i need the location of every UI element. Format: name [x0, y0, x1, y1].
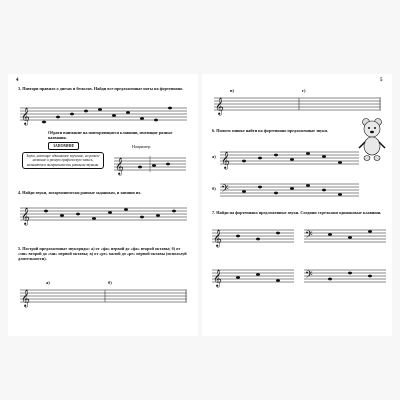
- task3-staff: [12, 100, 192, 126]
- task6-bass-staff: [214, 176, 364, 204]
- right-page-number: 5: [380, 78, 383, 83]
- task3-text: 3. Повтори правило о диезах и бемолях. Найди все предложенные ноты на фортепиано.: [18, 86, 184, 91]
- example-label: Например:: [132, 144, 152, 149]
- label-b: б): [212, 186, 216, 191]
- task5-text: 5. Построй предложенные звукоряды: а) от «фа» первой до «фа» второй октавы; б) от «ми» второй до «ми» первой октавы; в) от «ре» малой до «ре» первой октавы (используй длительности).: [18, 246, 187, 261]
- task4-text: 4. Найди звуки, энгармонически равные заданным, и запиши их.: [18, 190, 142, 195]
- task7-text: 7. Найди на фортепиано предложенные звуки. Соедини стрелками одинаковые клавиши.: [212, 210, 382, 215]
- treble-clef-icon: 𝄞: [221, 151, 230, 169]
- label-v: в): [230, 88, 234, 93]
- task6-text: 6. Помоги мишке найти на фортепиано предложенные звуки.: [212, 128, 328, 133]
- treble-clef-icon: 𝄞: [21, 207, 30, 225]
- rule-box: Звуки, имеющие одинаковое звучание, но разное название и разную графическую запись, называются энгармонически равными звуками.: [22, 152, 104, 169]
- treble-clef-icon: 𝄞: [21, 289, 30, 307]
- treble-clef-icon: 𝄞: [215, 97, 224, 115]
- example-staff: [110, 150, 190, 178]
- treble-clef-icon: 𝄞: [21, 107, 30, 125]
- treble-clef-icon: 𝄞: [115, 157, 124, 175]
- task4-staff: [12, 200, 192, 228]
- task7-staves: [208, 222, 390, 302]
- task6-treble-staff: [214, 144, 364, 172]
- treble-clef-icon: 𝄞: [213, 269, 222, 287]
- bass-clef-icon: 𝄢: [305, 229, 313, 243]
- label-g: г): [302, 88, 306, 93]
- label-a: а): [212, 154, 216, 159]
- treble-clef-icon: 𝄞: [213, 229, 222, 247]
- left-page-number: 4: [16, 78, 19, 83]
- remember-banner: ЗАПОМНИ!: [48, 142, 79, 150]
- bass-clef-icon: 𝄢: [305, 269, 313, 283]
- task5-continued-staff: [206, 90, 386, 118]
- task5-staff: [12, 282, 192, 310]
- label-a: а): [46, 280, 50, 285]
- label-b: б): [108, 280, 112, 285]
- note-text: Обрати внимание на повторяющиеся клавиши, имеющие разные названия.: [48, 130, 173, 140]
- bass-clef-icon: 𝄢: [221, 183, 229, 197]
